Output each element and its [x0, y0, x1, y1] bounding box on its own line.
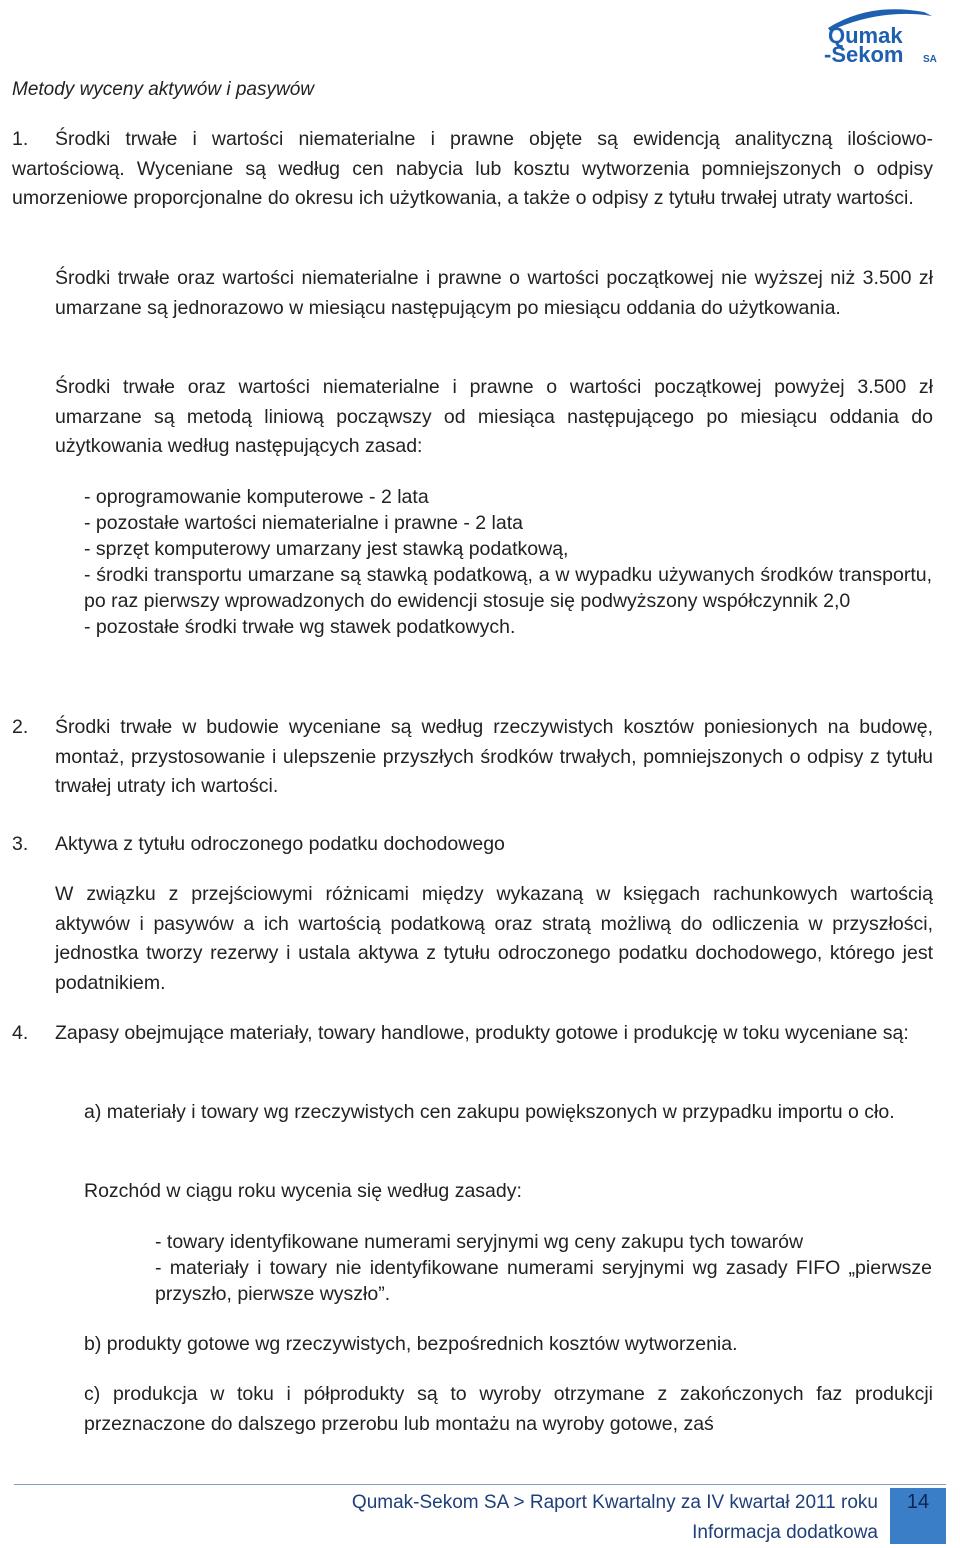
list-item: - pozostałe środki trwałe wg stawek podatkowych. [84, 616, 516, 638]
svg-text:-Sekom: -Sekom [824, 42, 904, 66]
section-3-number: 3. [12, 833, 29, 855]
footer-text [352, 1488, 878, 1548]
page-number: 14 [890, 1488, 946, 1544]
page-heading: Metody wyceny aktywów i pasywów [12, 79, 314, 100]
list-item: - środki transportu umarzane są stawką podatkową, a w wypadku używanych środków transportu, po raz pierwszy wprowadzonych do ewidencji stosuje się podwyższony współczynnik 2,0 [84, 564, 932, 612]
section-1-number: 1. [12, 128, 29, 150]
list-item: - oprogramowanie komputerowe - 2 lata [84, 486, 429, 508]
section-3-title: Aktywa z tytułu odroczonego podatku dochodowego [55, 833, 505, 855]
list-item: - towary identyfikowane numerami seryjnymi wg ceny zakupu tych towarów [155, 1231, 804, 1253]
list-item: - materiały i towary nie identyfikowane numerami seryjnymi wg zasady FIFO „pierwsze przyszło, pierwsze wyszło”. [155, 1257, 932, 1305]
footer-section-name: Informacja dodatkowa [692, 1522, 878, 1543]
section-3-paragraph: W związku z przejściowymi różnicami między wykazaną w księgach rachunkowych wartością aktywów i pasywów a ich wartością podatkową oraz stratą możliwą do odliczenia w przyszłości, jednostka tworzy rezerwy i ustala aktywa z tytułu odroczonego podatku dochodowego, którego jest podatnikiem. [55, 883, 933, 994]
section-4-item-a: a) materiały i towary wg rzeczywistych cen zakupu powiększonych w przypadku importu o cło. [84, 1101, 895, 1123]
section-1-paragraph-2: Środki trwałe oraz wartości niematerialne i prawne o wartości początkowej nie wyższej niż 3.500 zł umarzane są jednorazowo w miesiącu następującym po miesiącu oddania do użytkowania. [55, 267, 933, 319]
section-4-item-c: c) produkcja w toku i półprodukty są to wyroby otrzymane z zakończonych faz produkcji przeznaczone do dalszego przerobu lub montażu na wyroby gotowe, zaś [84, 1383, 933, 1435]
depreciation-list [84, 484, 932, 640]
svg-text:SA: SA [923, 54, 937, 65]
section-4-intro: Zapasy obejmujące materiały, towary handlowe, produkty gotowe i produkcję w toku wyceniane są: [55, 1022, 909, 1044]
section-4-rozchod: Rozchód w ciągu roku wycenia się według zasady: [84, 1180, 522, 1202]
section-4-item-b: b) produkty gotowe wg rzeczywistych, bezpośrednich kosztów wytworzenia. [84, 1333, 738, 1355]
footer-report-title: Qumak-Sekom SA > Raport Kwartalny za IV kwartał 2011 roku [351, 1492, 878, 1513]
section-4-number: 4. [12, 1022, 29, 1044]
section-1-paragraph-3: Środki trwałe oraz wartości niematerialne i prawne o wartości początkowej powyżej 3.500 zł umarzane są metodą liniową począwszy od miesiąca następującego po miesiącu oddania do użytkowania według następujących zasad: [55, 376, 933, 457]
footer-divider [14, 1484, 946, 1485]
svg-text:Qumak: Qumak [828, 23, 903, 48]
rozchod-list [155, 1229, 932, 1307]
section-1-paragraph-1: Środki trwałe i wartości niematerialne i prawne objęte są ewidencją analityczną ilościowo-wartościową. Wyceniane są według cen nabycia lub kosztu wytworzenia pomniejszonych o odpisy umorzeniowe proporcjonalne do okresu ich użytkowania, a także o odpisy z tytułu trwałej utraty wartości. [12, 128, 933, 209]
section-2-number: 2. [12, 716, 29, 738]
company-logo [820, 6, 954, 66]
list-item: - sprzęt komputerowy umarzany jest stawką podatkową, [84, 538, 569, 560]
section-2-paragraph: Środki trwałe w budowie wyceniane są według rzeczywistych kosztów poniesionych na budowę, montaż, przystosowanie i ulepszenie przyszłych środków trwałych, pomniejszonych o odpisy z tytułu trwałej utraty ich wartości. [55, 716, 933, 797]
list-item: - pozostałe wartości niematerialne i prawne - 2 lata [84, 512, 523, 534]
